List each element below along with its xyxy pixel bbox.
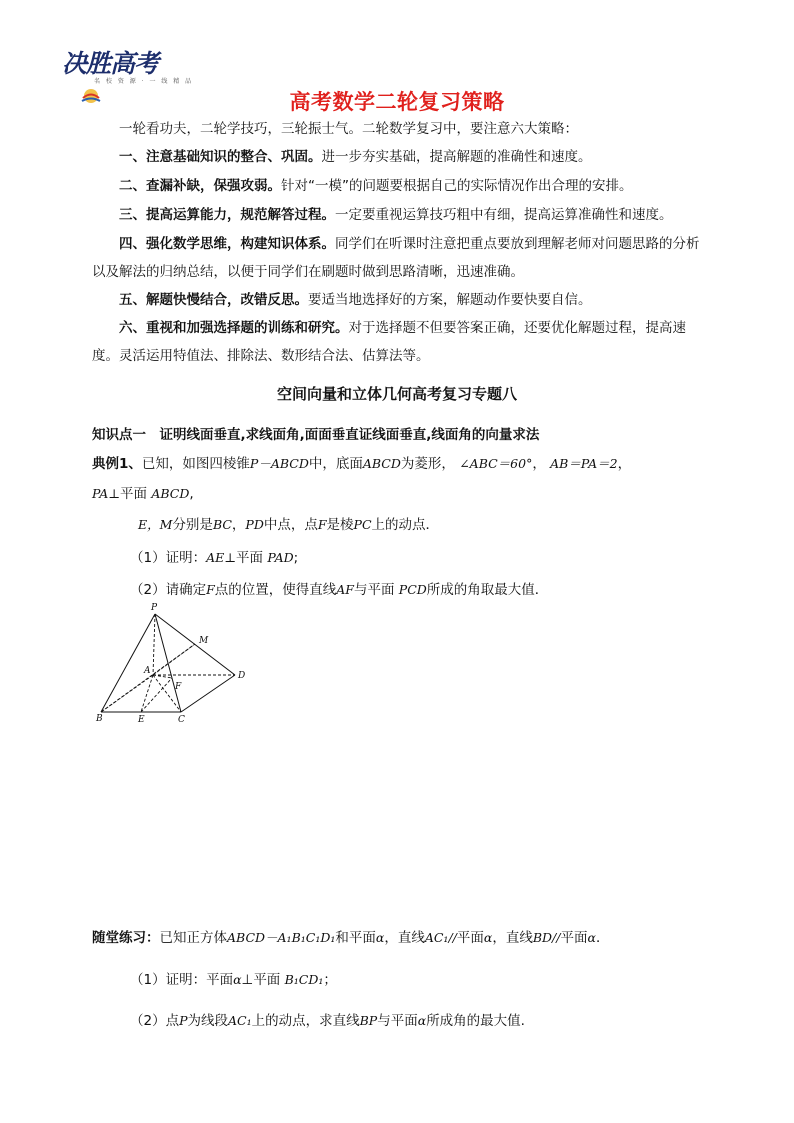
example-comma-2: ， (617, 456, 632, 472)
strategy-4-head: 四、强化数学思维，构建知识体系。 (119, 236, 335, 252)
example-pa-perp: PA⊥ (92, 486, 121, 501)
intro-paragraph: 一轮看功夫，二轮学技巧，三轮振士气。二轮数学复习中，要注意六大策略： (119, 121, 578, 137)
practice-q2-bp: BP (359, 1013, 378, 1028)
example-q2-text-1: 点的位置，使得直线 (214, 582, 337, 598)
strategy-5 (92, 286, 704, 314)
example-q1-label: （1）证明： (130, 550, 207, 566)
practice-text-4: 平面 (456, 930, 484, 946)
practice-q2-text-1: 为线段 (187, 1013, 229, 1029)
practice-label: 随堂练习： (92, 930, 160, 946)
example-condition (92, 482, 194, 502)
practice-q1-perp: ⊥ (241, 972, 254, 988)
label-F: F (175, 682, 182, 692)
label-P: P (151, 603, 158, 613)
practice-alpha-3: α (587, 930, 596, 945)
edge-PB (101, 614, 155, 712)
practice-text-7: ． (595, 930, 610, 946)
strategy-6 (92, 314, 704, 370)
practice-q1-end: ； (323, 972, 337, 988)
edge-PA (153, 614, 155, 675)
strategy-3-body: 一定要重视运算技巧粗中有细，提高运算准确性和速度。 (335, 207, 673, 223)
edge-PC (155, 614, 181, 712)
strategy-2 (92, 172, 704, 200)
strategy-6-body: 对于选择题不但要答案正确，还要优化解题过程，提高速度。灵活运用特值法、排除法、数形结合法、估算法等。 (92, 320, 686, 364)
strategy-4-body: 同学们在听课时注意把重点要放到理解老师对问题思路的分析以及解法的归纳总结，以便于同学们在刷题时做到思路清晰，迅速准确。 (92, 236, 700, 280)
example-q1-end: ; (293, 550, 299, 566)
practice-bd: BD (532, 930, 553, 945)
example-mid-text: 分别是 (172, 517, 213, 533)
label-B: B (96, 714, 103, 724)
label-M: M (199, 636, 209, 646)
example-angle: ∠ABC＝60° (459, 456, 533, 471)
logo-text: 决胜高考 (62, 49, 159, 78)
strategy-1-head: 一、注意基础知识的整合、巩固。 (119, 149, 322, 165)
practice-statement (92, 926, 609, 946)
practice-text-3: ，直线 (384, 930, 425, 946)
strategy-1-body: 进一步夯实基础，提高解题的准确性和速度。 (321, 149, 592, 165)
example-label: 典例1、 (92, 456, 142, 472)
practice-q2-p: P (179, 1013, 188, 1028)
strategy-2-head: 二、查漏补缺，保强攻弱。 (119, 178, 281, 194)
example-q2-f: F (206, 582, 215, 597)
practice-q1-label: （1）证明：平面 (130, 972, 234, 988)
strategy-1 (92, 143, 704, 171)
segment-BM (101, 644, 195, 712)
label-C: C (178, 715, 185, 725)
practice-question-1 (130, 968, 337, 988)
example-plane-text: 平面 (120, 486, 148, 502)
practice-q2-text-2: 上的动点，求直线 (251, 1013, 360, 1029)
practice-text-6: 平面 (560, 930, 588, 946)
example-base: ABCD (362, 456, 401, 471)
strategy-5-head: 五、解题快慢结合，改错反思。 (119, 292, 308, 308)
practice-q2-alpha: α (417, 1013, 427, 1028)
strategy-3-head: 三、提高运算能力，规范解答过程。 (119, 207, 335, 223)
label-E: E (138, 715, 145, 725)
pyramid-figure (88, 598, 258, 728)
strategy-5-body: 要适当地选择好的方案，解题动作要快要自信。 (308, 292, 592, 308)
example-mid-text-3: 是棱 (326, 517, 354, 533)
segment-AC (153, 675, 181, 712)
example-mid-text-2: 中点，点 (263, 517, 318, 533)
practice-ac1: AC₁ (424, 930, 449, 945)
practice-text-2: 和平面 (335, 930, 376, 946)
practice-parallel-2: // (552, 930, 561, 945)
page-title: 高考数学二轮复习策略 (289, 90, 505, 114)
strategy-3 (92, 201, 704, 229)
strategy-2-body: 针对“一模”的问题要根据自己的实际情况作出合理的安排。 (281, 178, 633, 194)
example-text-1: 已知，如图四棱锥 (141, 456, 250, 472)
knowledge-point-title: 知识点一 证明线面垂直,求线面角,面面垂直证线面垂直,线面角的向量求法 (92, 427, 540, 443)
edge-CD (181, 675, 235, 712)
example-comma-1: ， (532, 456, 546, 472)
example-q2-pcd: PCD (398, 582, 427, 597)
segment-EF (141, 678, 172, 712)
example-question-2 (130, 578, 548, 598)
example-statement (92, 452, 631, 472)
example-pd: PD (245, 517, 264, 532)
example-q2-text-2: 与平面 (353, 582, 395, 598)
example-em: E，M (138, 517, 173, 532)
practice-q1-b1cd1: B₁CD₁ (284, 972, 324, 987)
segment-AF (153, 675, 172, 678)
practice-q2-text-4: 所成角的最大值. (426, 1013, 525, 1029)
example-text-3: 为菱形， (400, 456, 455, 472)
example-f: F (317, 517, 327, 532)
practice-q2-ac1: AC₁ (228, 1013, 252, 1028)
example-equation: AB＝PA＝2 (550, 456, 618, 471)
example-sep: ， (231, 517, 246, 533)
practice-q1-alpha: α (233, 972, 242, 987)
practice-question-2 (130, 1009, 525, 1029)
logo-subtext: 名 校 资 源 · 一 线 精 品 (94, 78, 194, 85)
practice-text-5: ，直线 (492, 930, 533, 946)
practice-text-1: 已知正方体 (159, 930, 227, 946)
example-q2-label: （2）请确定 (130, 582, 207, 598)
example-q2-af: AF (336, 582, 354, 597)
example-q2-text-3: 所成的角取最大值． (426, 582, 549, 598)
practice-q2-label: （2）点 (130, 1013, 180, 1029)
practice-parallel-1: // (448, 930, 457, 945)
section-title: 空间向量和立体几何高考复习专题八 (276, 385, 517, 403)
practice-q2-text-3: 与平面 (377, 1013, 418, 1029)
example-pc: PC (353, 517, 372, 532)
practice-q1-plane: 平面 (253, 972, 281, 988)
practice-cube: ABCD－A₁B₁C₁D₁ (227, 930, 336, 945)
example-points (138, 513, 439, 533)
example-question-1 (130, 546, 298, 566)
example-bc: BC (212, 517, 232, 532)
example-plane-abcd: ABCD (151, 486, 190, 501)
practice-alpha-1: α (375, 930, 385, 945)
strategy-6-head: 六、重视和加强选择题的训练和研究。 (119, 320, 349, 336)
example-mid-text-4: 上的动点． (371, 517, 440, 533)
strategy-4 (92, 230, 704, 286)
example-text-2: 中，底面 (308, 456, 363, 472)
example-condition-end: , (189, 486, 194, 502)
segment-AE (141, 675, 153, 712)
example-pyramid: P－ABCD (249, 456, 309, 471)
example-q1-pad: PAD (267, 550, 294, 565)
practice-alpha-2: α (483, 930, 493, 945)
example-q1-plane: 平面 (236, 550, 264, 566)
label-D: D (238, 671, 246, 681)
example-q1-expr: AE⊥ (206, 550, 237, 565)
label-A: A (144, 666, 151, 676)
